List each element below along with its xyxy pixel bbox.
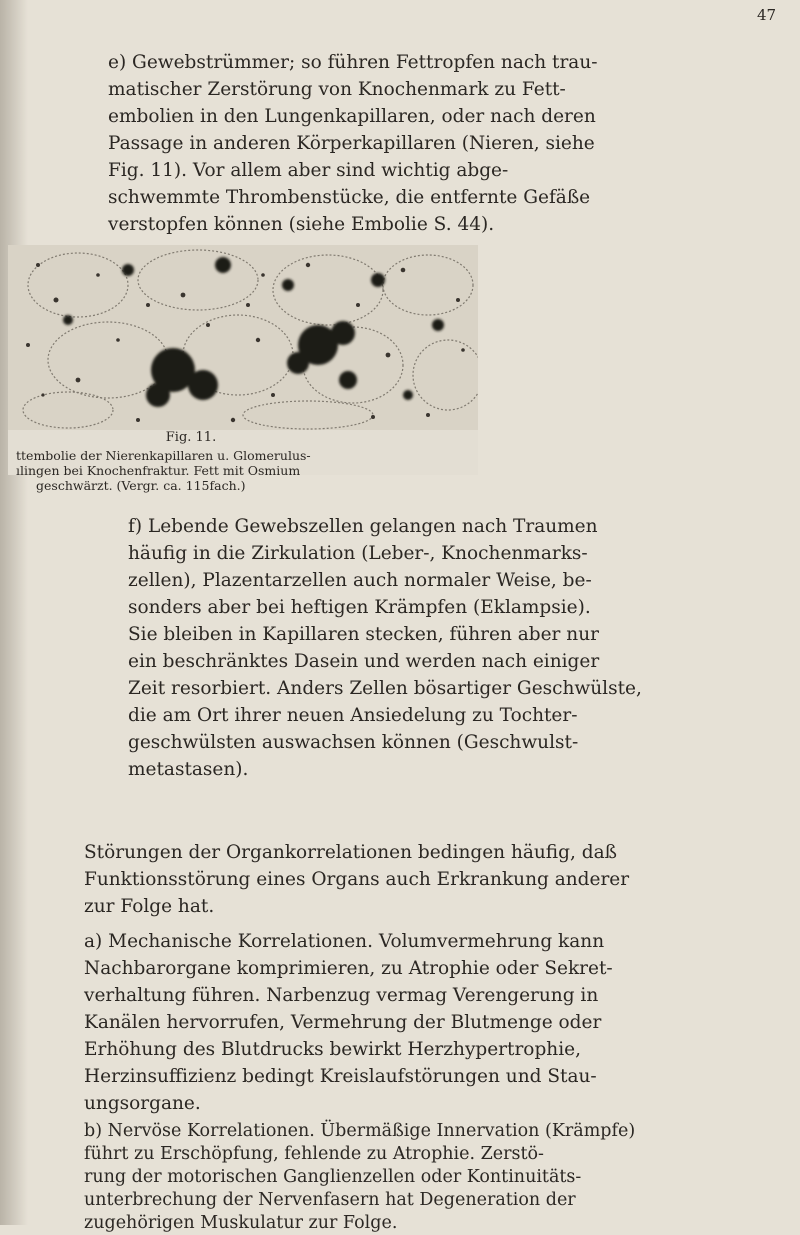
text-line: rung der motorischen Ganglienzellen oder Kontinuitäts- [84,1167,582,1187]
text-line: Funktionsstörung eines Organs auch Erkrankung anderer [84,869,630,890]
text-line: schwemmte Thrombenstücke, die entfernte Gefäße [108,187,591,208]
text-line: metastasen). [128,759,249,780]
text-line: b) Nervöse Korrelationen. Übermäßige Innervation (Krämpfe) [84,1121,636,1141]
text-line: unterbrechung der Nervenfasern hat Degeneration der [84,1190,576,1210]
text-line: die am Ort ihrer neuen Ansiedelung zu Tochter- [128,705,578,726]
text-line: zugehörigen Muskulatur zur Folge. [84,1213,398,1233]
figure-caption [16,430,336,493]
text-line: verstopfen können (siehe Embolie S. 44). [108,214,495,235]
page-binding-shadow [0,0,28,1225]
text-line: Fig. 11). Vor allem aber sind wichtig abge- [108,160,509,181]
page-number: 47 [757,6,777,24]
paragraph-e [108,49,668,238]
caption-line: ılingen bei Knochenfraktur. Fett mit Osmium [16,463,301,478]
text-line: Erhöhung des Blutdrucks bewirkt Herzhypertrophie, [84,1039,581,1060]
text-line: verhaltung führen. Narbenzug vermag Verengerung in [84,985,599,1006]
text-line: häufig in die Zirkulation (Leber-, Knochenmarks- [128,543,588,564]
text-line: Passage in anderen Körperkapillaren (Nieren, siehe [108,133,595,154]
text-line: Kanälen hervorrufen, Vermehrung der Blutmenge oder [84,1012,602,1033]
paragraph-organ-correlations [84,839,678,920]
text-line: zellen), Plazentarzellen auch normaler Weise, be- [128,570,592,591]
paragraph-b [84,1120,684,1235]
text-line: zur Folge hat. [84,896,215,917]
text-line: Zeit resorbiert. Anders Zellen bösartiger Geschwülste, [128,678,642,699]
text-line: e) Gewebstrümmer; so führen Fettropfen nach trau- [108,52,598,73]
caption-line: geschwärzt. (Vergr. ca. 115fach.) [36,478,246,493]
text-line: Sie bleiben in Kapillaren stecken, führen aber nur [128,624,599,645]
text-line: geschwülsten auswachsen können (Geschwulst- [128,732,579,753]
text-line: matischer Zerstörung von Knochenmark zu Fett- [108,79,566,100]
text-line: Herzinsuffizienz bedingt Kreislaufstörungen und Stau- [84,1066,597,1087]
text-line: a) Mechanische Korrelationen. Volumvermehrung kann [84,931,605,952]
text-line: Nachbarorgane komprimieren, zu Atrophie oder Sekret- [84,958,613,979]
text-line: Störungen der Organkorrelationen bedingen häufig, daß [84,842,617,863]
text-line: f) Lebende Gewebszellen gelangen nach Traumen [128,516,598,537]
paragraph-a [84,928,674,1117]
text-line: embolien in den Lungenkapillaren, oder nach deren [108,106,596,127]
caption-line: ttembolie der Nierenkapillaren u. Glomerulus- [16,448,311,463]
micrograph-image [8,245,478,430]
text-line: führt zu Erschöpfung, fehlende zu Atrophie. Zerstö- [84,1144,544,1164]
paragraph-f [128,513,688,783]
text-line: sonders aber bei heftigen Krämpfen (Eklampsie). [128,597,591,618]
text-line: ein beschränktes Dasein und werden nach einiger [128,651,600,672]
figure-label: Fig. 11. [165,430,217,445]
text-line: ungsorgane. [84,1093,201,1114]
